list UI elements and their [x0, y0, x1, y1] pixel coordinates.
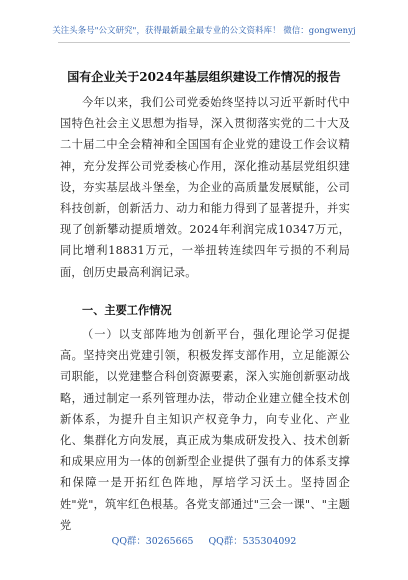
header-divider: [58, 42, 350, 43]
intro-paragraph: 今年以来，我们公司党委始终坚持以习近平新时代中国特色社会主义思想为指导，深入贯彻落实党的二十大及二十届二中全会精神和全国国有企业党的建设工作会议精神，充分发挥公司党委核心作用，深化推动基层党组织建设，夯实基层战斗堡垒，为企业的高质量发展赋能，公司科技创新，创新活力、动力和能力得到了显著提升，并实现了创新攀动提质增效。2024年利润完成10347万元，同比增利18831万元，一举扭转连续四年亏损的不利局面，创历史最高利润记录。: [60, 96, 350, 279]
footer-banner: [0, 533, 408, 547]
header-banner: 关注头条号"公文研究"，获得最新最全最专业的公文资料库！ 微信：gongwenyj: [52, 25, 356, 35]
footer-qq-group-2: QQ群：535304092: [208, 536, 297, 547]
section-heading: 一、主要工作情况: [82, 303, 172, 317]
footer-qq-group-1: QQ群：30265665: [111, 536, 194, 547]
section-paragraph: （一）以支部阵地为创新平台，强化理论学习促提高。坚持突出党建引领，积极发挥支部作用，立足能源公司职能，以党建整合科创资源要素，深入实施创新驱动战略，通过制定一系列管理办法，带动企业建立健全技术创新体系，为提升自主知识产权竞争力，向专业化、产业化、集群化方向发展，真正成为集成研发投入、技术创新和成果应用为一体的创新型企业提供了强有力的体系支撑和保障一是开拓红色阵地，厚培学习沃土。坚持固企姓"党"，筑牢红色根基。各党支部通过"三会一课"、"主题党: [60, 328, 350, 532]
document-title: 国有企业关于2024年基层组织建设工作情况的报告: [67, 70, 341, 84]
